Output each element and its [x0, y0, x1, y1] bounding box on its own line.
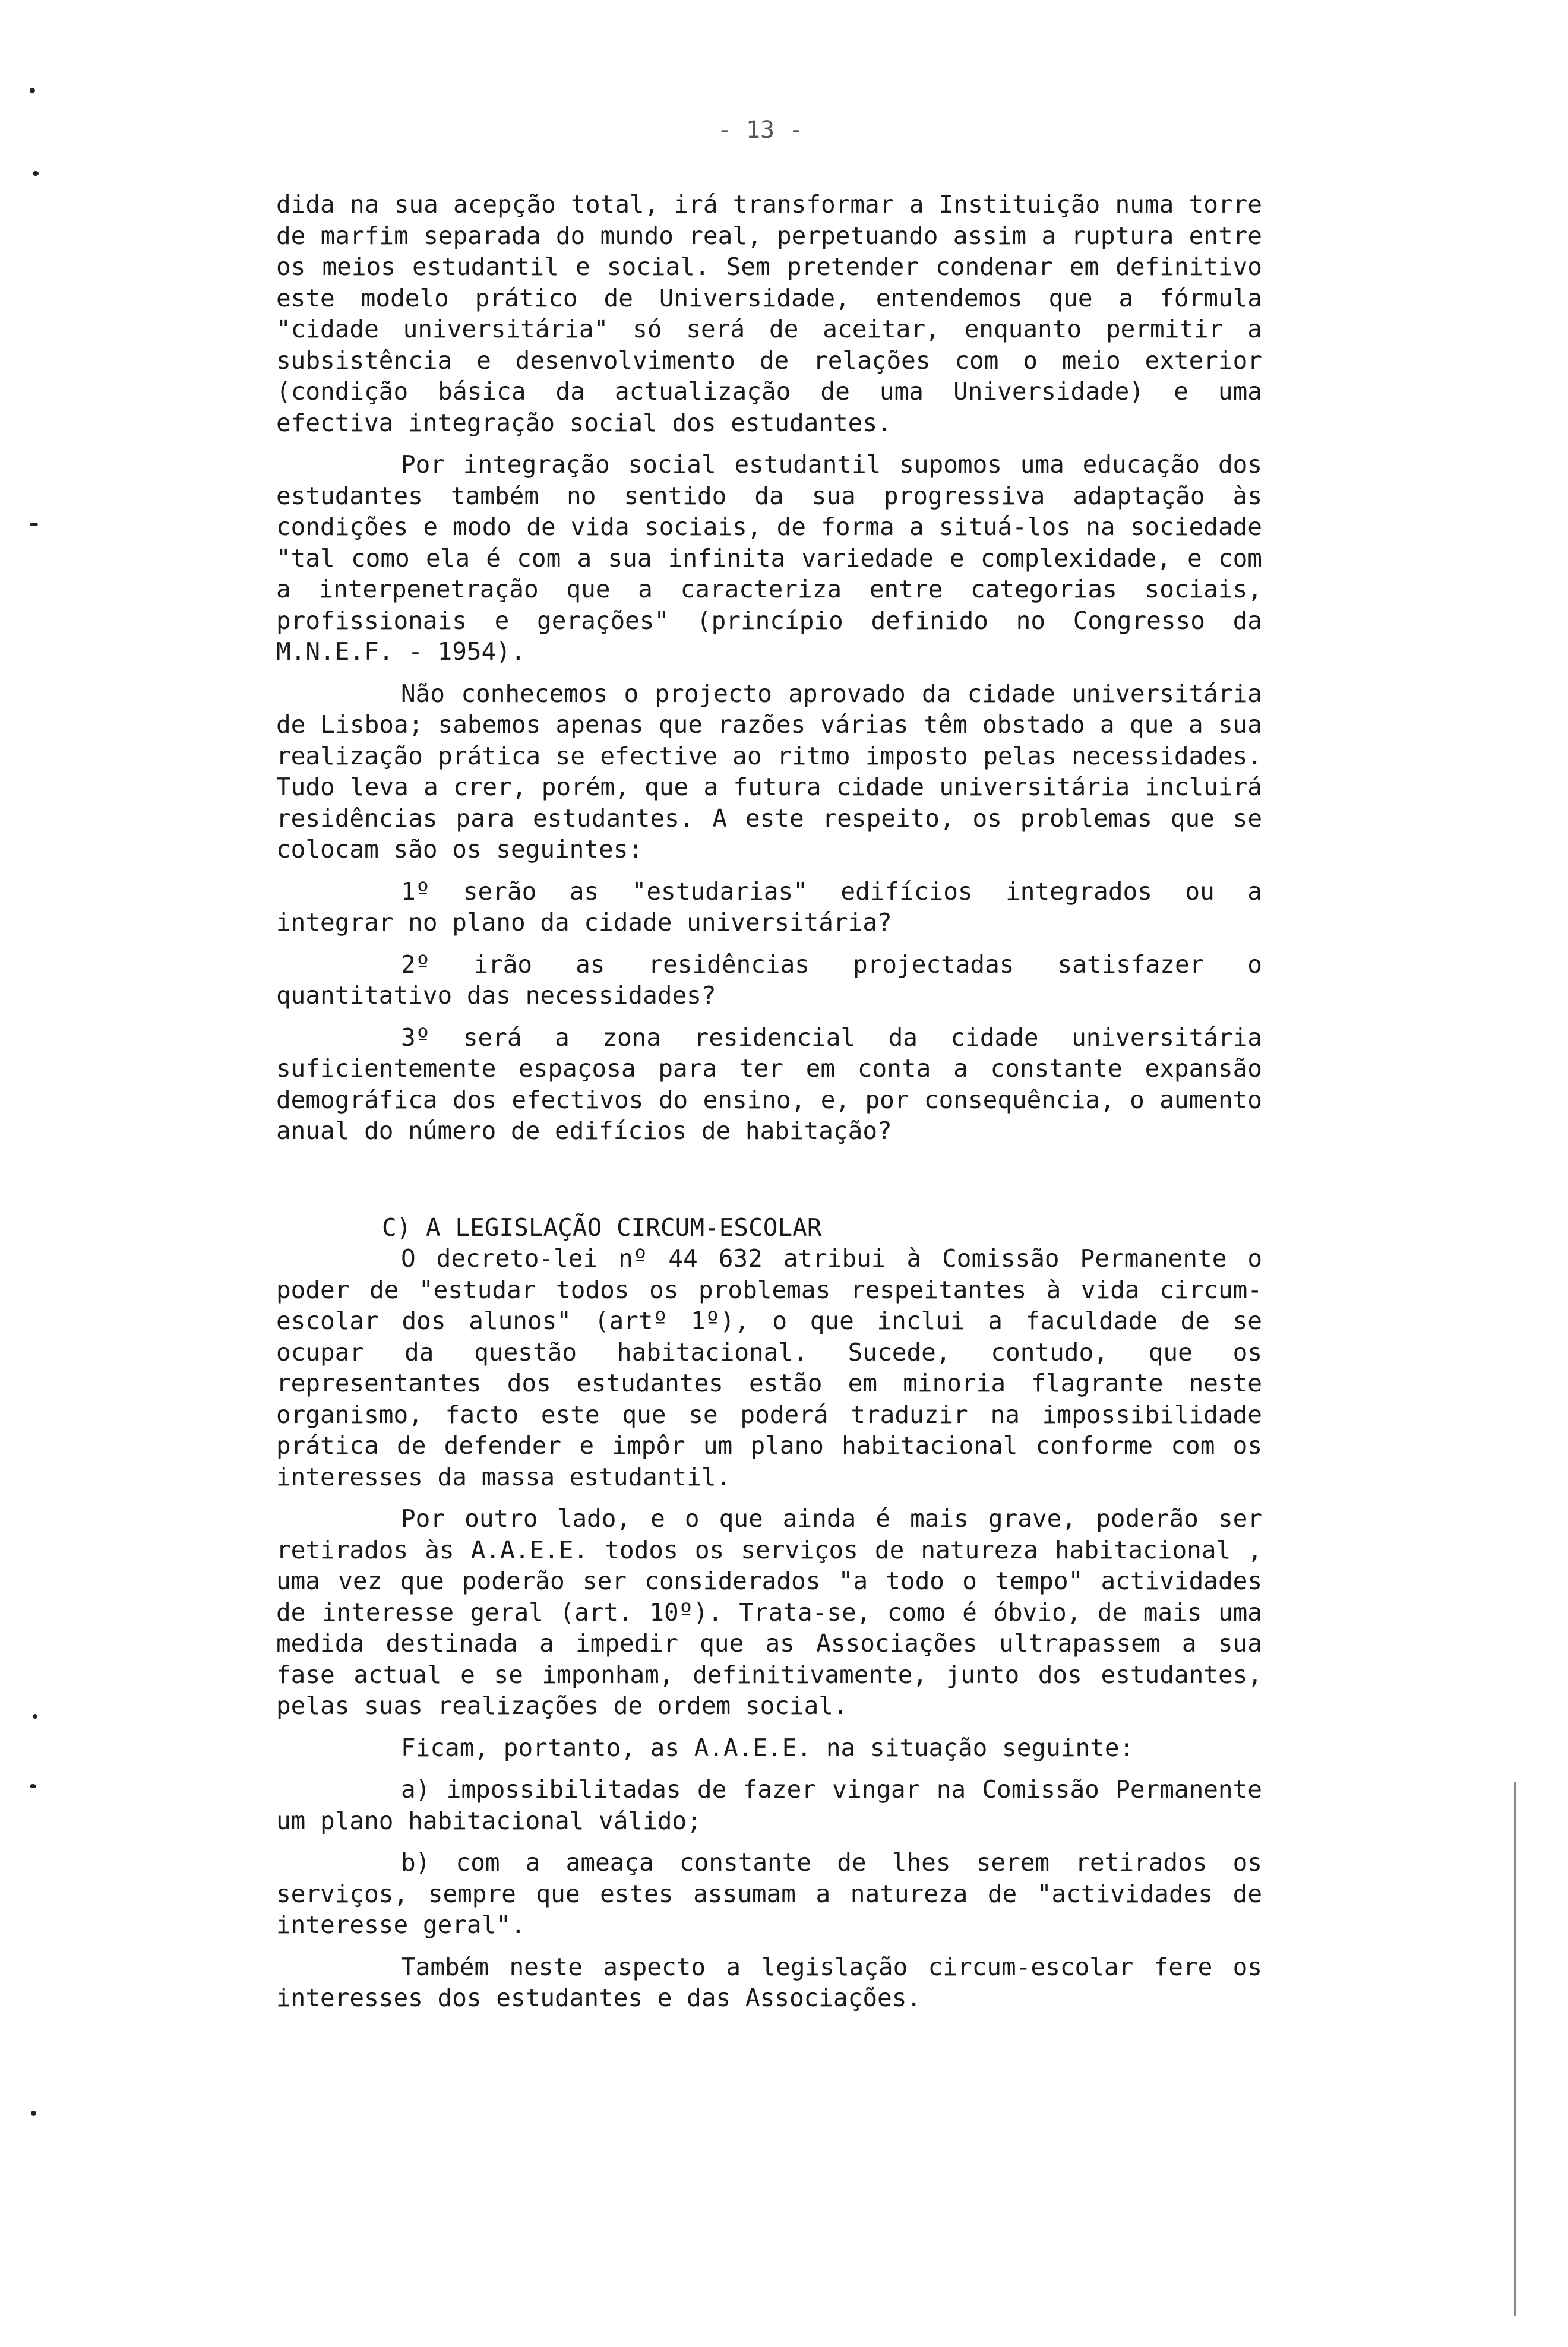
list-item: 1º serão as "estudarias" edifícios integrados ou a integrar no plano da cidade universitária?: [276, 877, 1262, 937]
document-body: [276, 189, 1262, 2014]
list-item: 3º será a zona residencial da cidade universitária suficientemente espaçosa para ter em conta a constante expansão demográfica dos efectivos do ensino, e, por consequência, o aumento anual do número de edifícios de habitação?: [276, 1023, 1262, 1145]
paragraph: Ficam, portanto, as A.A.E.E. na situação seguinte:: [401, 1733, 1134, 1762]
paragraph: Não conhecemos o projecto aprovado da cidade universitária de Lisboa; sabemos apenas que razões várias têm obstado a que a sua realização prática se efective ao ritmo imposto pelas necessidades. Tudo leva a crer, porém, que a futura cidade universitária incluirá residências para estudantes. A este respeito, os problemas que se colocam são os seguintes:: [276, 679, 1262, 863]
list-item: a) impossibilitadas de fazer vingar na Comissão Permanente um plano habitacional válido;: [276, 1775, 1262, 1835]
paragraph: Por outro lado, e o que ainda é mais grave, poderão ser retirados às A.A.E.E. todos os serviços de natureza habitacional , uma vez que poderão ser considerados "a todo o tempo" actividades de interesse geral (art. 10º). Trata-se, como é óbvio, de mais uma medida destinada a impedir que as Associações ultrapassem a sua fase actual e se imponham, definitivamente, junto dos estudantes, pelas suas realizações de ordem social.: [276, 1504, 1262, 1720]
section-heading: C) A LEGISLAÇÃO CIRCUM-ESCOLAR: [382, 1213, 822, 1242]
list-item: 2º irão as residências projectadas satisfazer o quantitativo das necessidades?: [276, 950, 1262, 1010]
paragraph: Por integração social estudantil supomos uma educação dos estudantes também no sentido da sua progressiva adaptação às condições e modo de vida sociais, de forma a situá-los na sociedade "tal como ela é com a sua infinita variedade e complexidade, e com a interpenetração que a caracteriza entre categorias sociais, profissionais e gerações" (princípio definido no Congresso da M.N.E.F. - 1954).: [276, 450, 1262, 666]
scan-speck: [31, 2111, 36, 2116]
list-item: b) com a ameaça constante de lhes serem retirados os serviços, sempre que estes assumam a natureza de "actividades de interesse geral".: [276, 1848, 1262, 1939]
scan-speck: [30, 1784, 36, 1788]
scan-edge-line: [1514, 1782, 1516, 2316]
scan-speck: [30, 88, 35, 93]
page-number: - 13 -: [717, 116, 804, 144]
paragraph: O decreto-lei nº 44 632 atribui à Comissão Permanente o poder de "estudar todos os problemas respeitantes à vida circum-escolar dos alunos" (artº 1º), o que inclui a faculdade de se ocupar da questão habitacional. Sucede, contudo, que os representantes dos estudantes estão em minoria flagrante neste organismo, facto este que se poderá traduzir na impossibilidade prática de defender e impôr um plano habitacional conforme com os interesses da massa estudantil.: [276, 1244, 1262, 1491]
scan-speck: [30, 523, 38, 526]
paragraph: Também neste aspecto a legislação circum-escolar fere os interesses dos estudantes e das Associações.: [276, 1952, 1262, 2012]
paragraph: dida na sua acepção total, irá transformar a Instituição numa torre de marfim separada do mundo real, perpetuando assim a ruptura entre os meios estudantil e social. Sem pretender condenar em definitivo este modelo prático de Universidade, entendemos que a fórmula "cidade universitária" só será de aceitar, enquanto permitir a subsistência e desenvolvimento de relações com o meio exterior (condição básica da actualização de uma Universidade) e uma efectiva integração social dos estudantes.: [276, 190, 1262, 437]
scan-speck: [33, 171, 39, 176]
scan-speck: [33, 1714, 37, 1719]
